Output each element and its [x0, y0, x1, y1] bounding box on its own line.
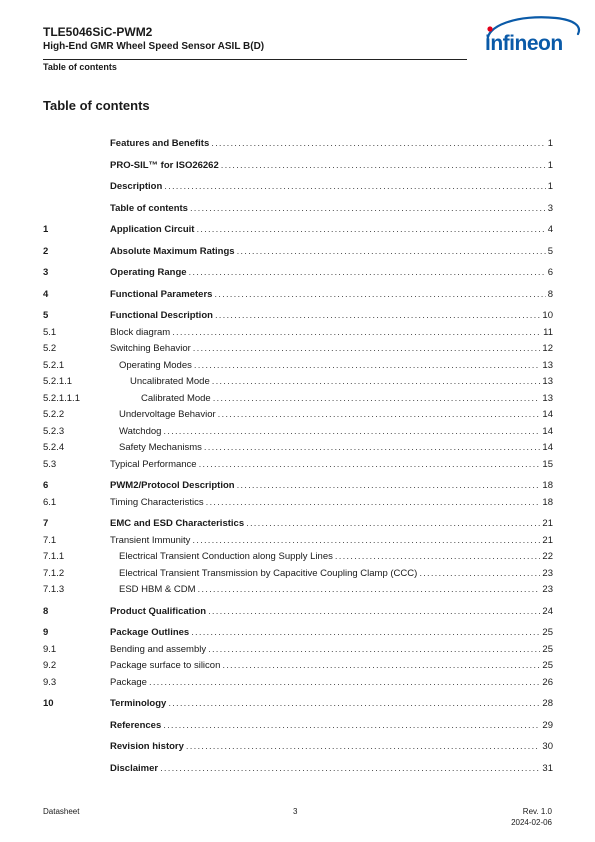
toc-section-number: 5.1 [43, 327, 57, 338]
toc-entry-title: Product Qualification [110, 606, 207, 617]
toc-dot-leader [163, 425, 540, 438]
toc-entry-link[interactable] [110, 326, 553, 339]
toc-entry-link[interactable] [110, 479, 553, 492]
toc-dot-leader [186, 740, 541, 753]
toc-row[interactable] [43, 659, 553, 672]
toc-page-number: 10 [542, 310, 553, 321]
toc-entry-link[interactable] [110, 643, 553, 656]
toc-row[interactable] [43, 719, 553, 732]
toc-dot-leader [213, 392, 541, 405]
toc-section-number: 5.2.1 [43, 360, 65, 371]
toc-dot-leader [222, 659, 540, 672]
toc-page-number: 6 [547, 267, 553, 278]
toc-page-number: 5 [547, 246, 553, 257]
toc-entry-title: Features and Benefits [110, 138, 210, 149]
toc-page-number: 13 [542, 376, 553, 387]
toc-entry-link[interactable] [110, 534, 553, 547]
toc-dot-leader [193, 342, 541, 355]
toc-row[interactable] [43, 408, 553, 421]
toc-page-number: 1 [547, 138, 553, 149]
toc-section-number: 7.1 [43, 535, 57, 546]
toc-section-number: 6 [43, 480, 49, 491]
toc-section-number: 7.1.1 [43, 551, 65, 562]
toc-entry-link[interactable] [110, 517, 553, 530]
toc-entry-title: Description [110, 181, 163, 192]
toc-page-number: 31 [542, 763, 553, 774]
toc-entry-link[interactable] [110, 159, 553, 172]
toc-row[interactable] [43, 326, 553, 339]
toc-page-number: 29 [542, 720, 553, 731]
toc-page-number: 26 [542, 677, 553, 688]
toc-section-number: 5.2.3 [43, 426, 65, 437]
toc-page-number: 13 [542, 393, 553, 404]
toc-entry-title: Calibrated Mode [141, 393, 211, 404]
toc-section-number: 9 [43, 627, 49, 638]
toc-page-number: 25 [542, 660, 553, 671]
footer-doc-type: Datasheet [43, 807, 80, 816]
toc-dot-leader [215, 309, 540, 322]
toc-dot-leader [208, 605, 540, 618]
toc-entry-link[interactable] [119, 583, 553, 596]
toc-entry-link[interactable] [119, 567, 553, 580]
toc-entry-link[interactable] [110, 626, 553, 639]
toc-row[interactable] [43, 643, 553, 656]
toc-section-number: 7 [43, 518, 49, 529]
toc-dot-leader [246, 517, 540, 530]
infineon-logo [478, 12, 586, 58]
toc-entry-link[interactable] [110, 719, 553, 732]
toc-page-number: 14 [542, 426, 553, 437]
toc-section-number: 7.1.2 [43, 568, 65, 579]
toc-section-number: 5.2 [43, 343, 57, 354]
toc-entry-link[interactable] [110, 202, 553, 215]
toc-entry-link[interactable] [119, 359, 553, 372]
toc-row[interactable] [43, 676, 553, 689]
toc-row[interactable] [43, 288, 553, 301]
toc-section-number: 1 [43, 224, 49, 235]
toc-section-number: 9.1 [43, 644, 57, 655]
toc-row[interactable] [43, 441, 553, 454]
toc-entry-link[interactable] [110, 223, 553, 236]
toc-page-number: 14 [542, 409, 553, 420]
toc-page-number: 24 [542, 606, 553, 617]
toc-row[interactable] [43, 458, 553, 471]
toc-section-number: 6.1 [43, 497, 57, 508]
toc-entry-link[interactable] [110, 762, 553, 775]
toc-row[interactable] [43, 517, 553, 530]
toc-row[interactable] [43, 266, 553, 279]
toc-dot-leader [204, 441, 541, 454]
toc-row[interactable] [43, 309, 553, 322]
toc-page-number: 4 [547, 224, 553, 235]
toc-page-number: 3 [547, 203, 553, 214]
toc-entry-title: Package surface to silicon [110, 660, 221, 671]
toc-entry-title: Operating Range [110, 267, 187, 278]
toc-dot-leader [172, 326, 541, 339]
toc-row[interactable] [43, 392, 553, 405]
toc-entry-link[interactable] [110, 266, 553, 279]
toc-entry-link[interactable] [110, 605, 553, 618]
toc-section-number: 9.3 [43, 677, 57, 688]
toc-section-number: 5.2.2 [43, 409, 65, 420]
toc-page-number: 18 [542, 497, 553, 508]
toc-dot-leader [196, 223, 545, 236]
toc-entry-link[interactable] [110, 137, 553, 150]
toc-dot-leader [218, 408, 541, 421]
toc-page-number: 23 [542, 568, 553, 579]
footer-date: 2024-02-06 [511, 818, 552, 827]
toc-row[interactable] [43, 342, 553, 355]
toc-entry-title: Switching Behavior [110, 343, 191, 354]
toc-section-number: 7.1.3 [43, 584, 65, 595]
toc-row[interactable] [43, 425, 553, 438]
toc-dot-leader [199, 458, 541, 471]
toc-entry-title: Safety Mechanisms [119, 442, 202, 453]
toc-row[interactable] [43, 159, 553, 172]
toc-section-number: 2 [43, 246, 49, 257]
toc-dot-leader [191, 626, 540, 639]
toc-entry-title: Functional Parameters [110, 289, 213, 300]
toc-row[interactable] [43, 740, 553, 753]
toc-dot-leader [206, 496, 541, 509]
toc-entry-link[interactable] [110, 342, 553, 355]
toc-entry-link[interactable] [110, 288, 553, 301]
toc-entry-link[interactable] [141, 392, 553, 405]
toc-entry-link[interactable] [110, 659, 553, 672]
toc-dot-leader [168, 697, 540, 710]
toc-section-number: 5.3 [43, 459, 57, 470]
toc-entry-title: Package [110, 677, 147, 688]
toc-section-number: 5 [43, 310, 49, 321]
toc-page-number: 30 [542, 741, 553, 752]
toc-entry-title: ESD HBM & CDM [119, 584, 196, 595]
toc-entry-title: PWM2/Protocol Description [110, 480, 235, 491]
toc-row[interactable] [43, 605, 553, 618]
toc-section-number: 4 [43, 289, 49, 300]
toc-row[interactable] [43, 375, 553, 388]
toc-page-number: 14 [542, 442, 553, 453]
toc-entry-title: Electrical Transient Conduction along Supply Lines [119, 551, 333, 562]
toc-section-number: 9.2 [43, 660, 57, 671]
toc-dot-leader [189, 266, 546, 279]
toc-row[interactable] [43, 534, 553, 547]
toc-row[interactable] [43, 479, 553, 492]
toc-row[interactable] [43, 583, 553, 596]
toc-dot-leader [419, 567, 540, 580]
toc-entry-title: Absolute Maximum Ratings [110, 246, 235, 257]
toc-entry-link[interactable] [110, 496, 553, 509]
toc-row[interactable] [43, 223, 553, 236]
toc-page-number: 23 [542, 584, 553, 595]
toc-entry-title: Functional Description [110, 310, 213, 321]
toc-entry-title: Table of contents [110, 203, 188, 214]
toc-page-number: 18 [542, 480, 553, 491]
toc-dot-leader [208, 643, 540, 656]
toc-row[interactable] [43, 245, 553, 258]
toc-page-number: 8 [547, 289, 553, 300]
toc-page-number: 28 [542, 698, 553, 709]
toc-row[interactable] [43, 697, 553, 710]
toc-row[interactable] [43, 137, 553, 150]
toc-entry-link[interactable] [110, 458, 553, 471]
toc-dot-leader [149, 676, 540, 689]
toc-dot-leader [237, 245, 546, 258]
toc-entry-title: Operating Modes [119, 360, 192, 371]
toc-entry-title: Bending and assembly [110, 644, 207, 655]
toc-row[interactable] [43, 359, 553, 372]
document-title: TLE5046SiC-PWM2 [43, 25, 153, 39]
page-heading: Table of contents [43, 98, 150, 113]
toc-entry-link[interactable] [110, 676, 553, 689]
toc-entry-link[interactable] [110, 180, 553, 193]
toc-row[interactable] [43, 550, 553, 563]
toc-row[interactable] [43, 762, 553, 775]
toc-entry-title: Transient Immunity [110, 535, 191, 546]
toc-section-number: 10 [43, 698, 54, 709]
toc-entry-title: Electrical Transient Transmission by Capacitive Coupling Clamp (CCC) [119, 568, 418, 579]
toc-entry-link[interactable] [119, 550, 553, 563]
toc-dot-leader [214, 288, 545, 301]
toc-entry-link[interactable] [119, 408, 553, 421]
header-divider [43, 59, 467, 60]
toc-page-number: 11 [543, 327, 553, 338]
toc-entry-title: Undervoltage Behavior [119, 409, 216, 420]
toc-dot-leader [212, 375, 541, 388]
toc-row[interactable] [43, 496, 553, 509]
toc-section-number: 3 [43, 267, 49, 278]
toc-dot-leader [160, 762, 540, 775]
toc-dot-leader [237, 479, 541, 492]
toc-entry-link[interactable] [110, 697, 553, 710]
toc-entry-link[interactable] [130, 375, 553, 388]
toc-entry-title: References [110, 720, 162, 731]
toc-section-number: 5.2.1.1 [43, 376, 73, 387]
toc-page-number: 21 [542, 535, 553, 546]
toc-entry-title: Typical Performance [110, 459, 197, 470]
toc-page-number: 21 [542, 518, 553, 529]
toc-entry-title: Package Outlines [110, 627, 190, 638]
toc-dot-leader [335, 550, 541, 563]
logo-wordmark: infineon [485, 32, 563, 55]
toc-page-number: 25 [542, 644, 553, 655]
toc-entry-link[interactable] [119, 425, 553, 438]
document-subtitle: High-End GMR Wheel Speed Sensor ASIL B(D) [43, 41, 265, 52]
toc-entry-title: Watchdog [119, 426, 162, 437]
running-section-title: Table of contents [43, 62, 117, 72]
toc-row[interactable] [43, 626, 553, 639]
toc-entry-title: EMC and ESD Characteristics [110, 518, 245, 529]
toc-dot-leader [194, 359, 541, 372]
toc-page-number: 22 [542, 551, 553, 562]
toc-dot-leader [192, 534, 540, 547]
toc-dot-leader [221, 159, 546, 172]
toc-dot-leader [211, 137, 545, 150]
toc-page-number: 13 [542, 360, 553, 371]
toc-page-number: 25 [542, 627, 553, 638]
toc-row[interactable] [43, 567, 553, 580]
toc-row[interactable] [43, 202, 553, 215]
toc-dot-leader [164, 180, 545, 193]
toc-entry-title: Uncalibrated Mode [130, 376, 210, 387]
toc-section-number: 8 [43, 606, 49, 617]
toc-entry-title: PRO-SIL™ for ISO26262 [110, 160, 219, 171]
toc-entry-title: Timing Characteristics [110, 497, 204, 508]
toc-entry-link[interactable] [110, 245, 553, 258]
footer-page-number: 3 [293, 807, 298, 816]
footer-revision: Rev. 1.0 [522, 807, 552, 816]
toc-page-number: 1 [547, 160, 553, 171]
toc-entry-title: Terminology [110, 698, 167, 709]
toc-section-number: 5.2.4 [43, 442, 65, 453]
toc-entry-title: Disclaimer [110, 763, 159, 774]
toc-entry-title: Block diagram [110, 327, 171, 338]
toc-section-number: 5.2.1.1.1 [43, 393, 80, 404]
toc-entry-link[interactable] [110, 740, 553, 753]
toc-entry-link[interactable] [119, 441, 553, 454]
toc-dot-leader [190, 202, 546, 215]
toc-dot-leader [163, 719, 540, 732]
toc-page-number: 1 [547, 181, 553, 192]
toc-page-number: 12 [542, 343, 553, 354]
toc-entry-title: Revision history [110, 741, 184, 752]
toc-entry-link[interactable] [110, 309, 553, 322]
toc-entry-title: Application Circuit [110, 224, 195, 235]
toc-dot-leader [198, 583, 541, 596]
toc-page-number: 15 [542, 459, 553, 470]
toc-row[interactable] [43, 180, 553, 193]
